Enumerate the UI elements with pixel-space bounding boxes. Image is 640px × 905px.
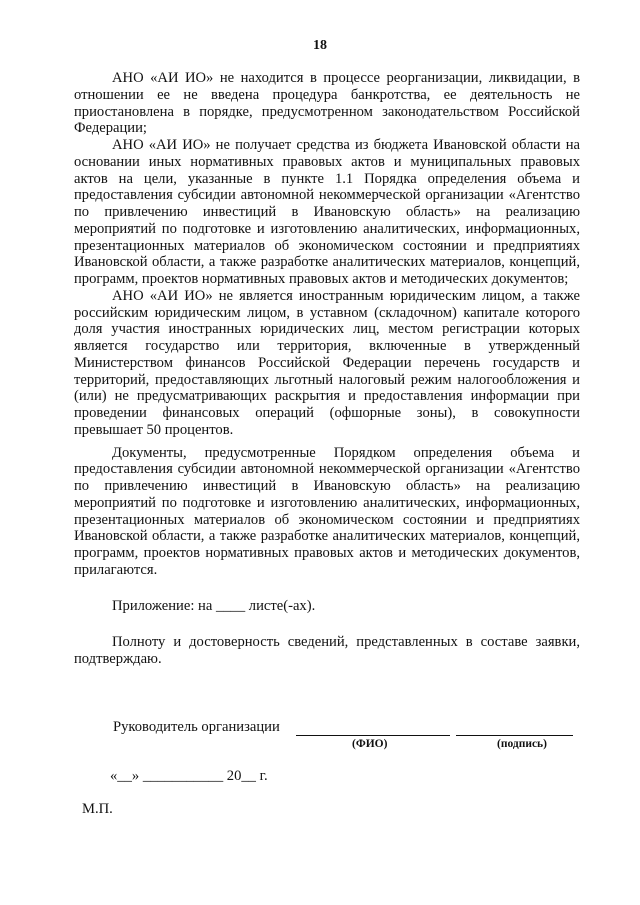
stamp-place: М.П. [82, 801, 113, 817]
page-number: 18 [313, 38, 327, 53]
date-month-blank: ___________ [142, 768, 224, 784]
signature-line [456, 735, 573, 736]
paragraph-budget-funds: АНО «АИ ИО» не получает средства из бюджета Ивановской области на основании иных нормативных правовых актов и муниципальных правовых актов на цели, указанные в пункте 1.1 Порядка определения объема и предоставления субсидии автономной некоммерческой организации «Агентство по привлечению инвестиций в Ивановскую область» на реализацию мероприятий по подготовке и изготовлению аналитических, информационных, презентационных материалов об экономическом состоянии и предприятиях Ивановской области, а также разработке аналитических материалов, концепций, программ, проектов нормативных правовых актов и методических документов; [74, 137, 580, 287]
paragraph-foreign-entity: АНО «АИ ИО» не является иностранным юридическим лицом, а также российским юридическим лицом, в уставном (складочном) капитале которого доля участия иностранных юридических лиц, местом регистрации которых является государство или территория, включенные в утвержденный Министерством финансов Российской Федерации перечень государств и территорий, предоставляющих льготный налоговый режим налогообложения и (или) не предусматривающих раскрытия и предоставления информации при проведении финансовых операций (офшорные зоны), в совокупности превышает 50 процентов. [74, 287, 580, 438]
date-day: «__» [110, 768, 140, 784]
date-line [110, 768, 268, 785]
fio-line [296, 735, 450, 736]
signature-label: Руководитель организации [113, 719, 280, 735]
paragraph-status: АНО «АИ ИО» не находится в процессе реорганизации, ликвидации, в отношении ее не введена процедура банкротства, ее деятельность не приостановлена в порядке, предусмотренном законодательством Российской Федерации; [74, 70, 580, 137]
date-year: 20__ г. [226, 768, 268, 784]
signature-caption: (подпись) [497, 738, 547, 750]
paragraph-documents: Документы, предусмотренные Порядком определения объема и предоставления субсидии автономной некоммерческой организации «Агентство по привлечению инвестиций в Ивановскую область» на реализацию мероприятий по подготовке и изготовлению аналитических, информационных, презентационных материалов об экономическом состоянии и предприятиях Ивановской области, а также разработке аналитических материалов, концепций, программ, проектов нормативных правовых актов и методических документов, прилагаются. [74, 444, 580, 578]
document-body [74, 70, 580, 668]
confirmation-statement: Полноту и достоверность сведений, представленных в составе заявки, подтверждаю. [74, 634, 580, 667]
fio-caption: (ФИО) [352, 738, 388, 750]
attachment-line: Приложение: на ____ листе(-ах). [112, 597, 316, 614]
